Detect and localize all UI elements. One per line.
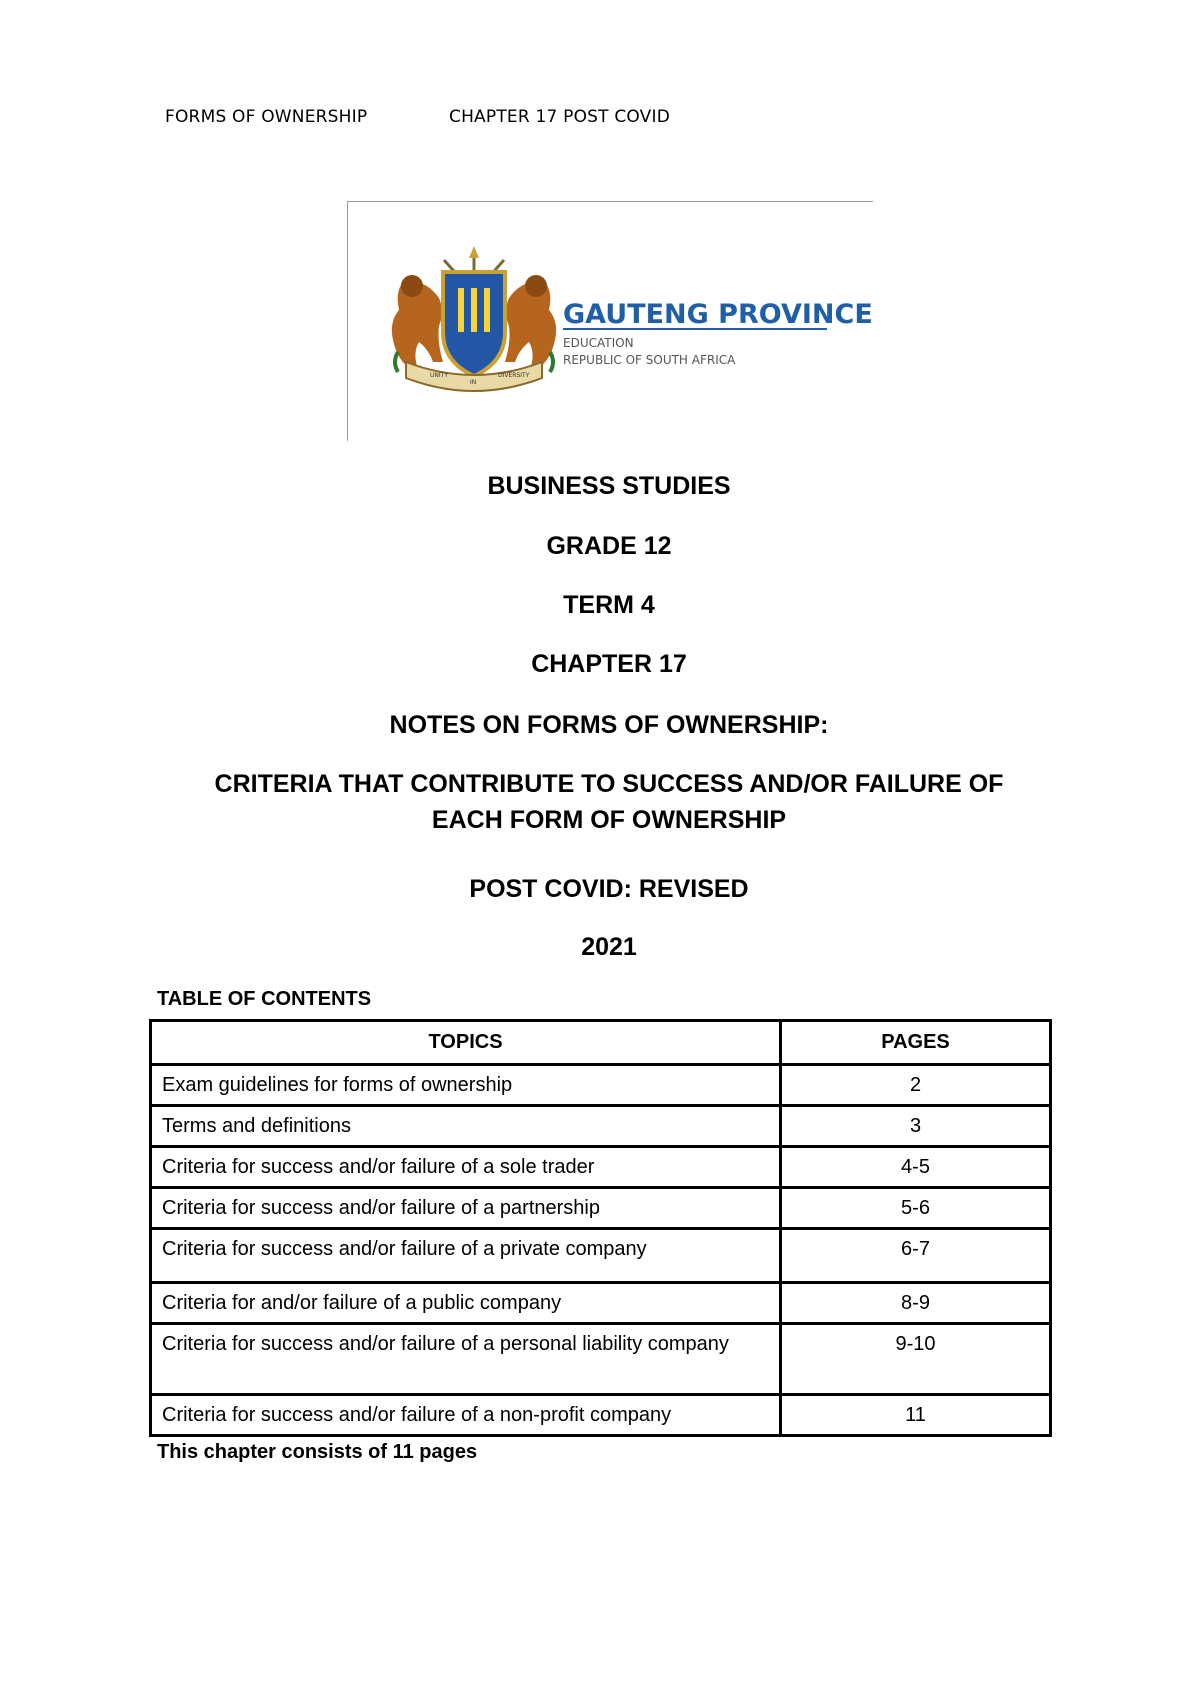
logo-line1: EDUCATION xyxy=(563,336,634,350)
toc-col-topics: TOPICS xyxy=(151,1021,781,1065)
toc-topic: Criteria for and/or failure of a public company xyxy=(151,1283,781,1324)
running-header xyxy=(165,107,671,127)
table-row xyxy=(151,1395,1051,1436)
svg-text:IN: IN xyxy=(470,379,477,386)
toc-pages: 5-6 xyxy=(781,1188,1051,1229)
table-row xyxy=(151,1324,1051,1395)
revised-title: POST COVID: REVISED xyxy=(469,875,749,903)
toc-topic: Criteria for success and/or failure of a sole trader xyxy=(151,1147,781,1188)
toc-topic: Criteria for success and/or failure of a private company xyxy=(151,1229,781,1283)
header-left: FORMS OF OWNERSHIP xyxy=(165,107,368,127)
table-row xyxy=(151,1065,1051,1106)
grade-title: GRADE 12 xyxy=(546,532,672,560)
toc-pages: 8-9 xyxy=(781,1283,1051,1324)
toc-topic: Criteria for success and/or failure of a personal liability company xyxy=(151,1324,781,1395)
table-row xyxy=(151,1229,1051,1283)
term-title: TERM 4 xyxy=(563,591,655,619)
toc-pages: 11 xyxy=(781,1395,1051,1436)
table-row xyxy=(151,1188,1051,1229)
toc-topic: Terms and definitions xyxy=(151,1106,781,1147)
table-row xyxy=(151,1147,1051,1188)
header-right: CHAPTER 17 POST COVID xyxy=(449,107,671,127)
svg-text:DIVERSITY: DIVERSITY xyxy=(498,372,530,379)
coat-of-arms-icon xyxy=(348,202,873,441)
toc-label: TABLE OF CONTENTS xyxy=(157,988,372,1010)
toc-header-row xyxy=(151,1021,1051,1065)
toc-topic: Criteria for success and/or failure of a partnership xyxy=(151,1188,781,1229)
toc-pages: 3 xyxy=(781,1106,1051,1147)
toc-pages: 2 xyxy=(781,1065,1051,1106)
criteria-title-line2: EACH FORM OF OWNERSHIP xyxy=(431,806,787,834)
table-row xyxy=(151,1283,1051,1324)
chapter-page-count: This chapter consists of 11 pages xyxy=(157,1441,478,1463)
criteria-title-line1: CRITERIA THAT CONTRIBUTE TO SUCCESS AND/OR FAILURE OF xyxy=(214,770,1004,798)
chapter-title: CHAPTER 17 xyxy=(531,650,687,678)
subject-title: BUSINESS STUDIES xyxy=(487,472,731,500)
toc-pages: 9-10 xyxy=(781,1324,1051,1395)
toc-pages: 4-5 xyxy=(781,1147,1051,1188)
notes-title: NOTES ON FORMS OF OWNERSHIP: xyxy=(389,711,829,739)
svg-text:UNITY: UNITY xyxy=(430,372,448,379)
year-title: 2021 xyxy=(581,933,637,961)
toc-col-pages: PAGES xyxy=(781,1021,1051,1065)
logo-line2: REPUBLIC OF SOUTH AFRICA xyxy=(563,353,736,367)
toc-topic: Exam guidelines for forms of ownership xyxy=(151,1065,781,1106)
gauteng-logo xyxy=(347,201,873,441)
toc-pages: 6-7 xyxy=(781,1229,1051,1283)
toc-table xyxy=(149,1019,1052,1437)
toc-topic: Criteria for success and/or failure of a non-profit company xyxy=(151,1395,781,1436)
logo-name: GAUTENG PROVINCE xyxy=(563,299,873,330)
table-row xyxy=(151,1106,1051,1147)
